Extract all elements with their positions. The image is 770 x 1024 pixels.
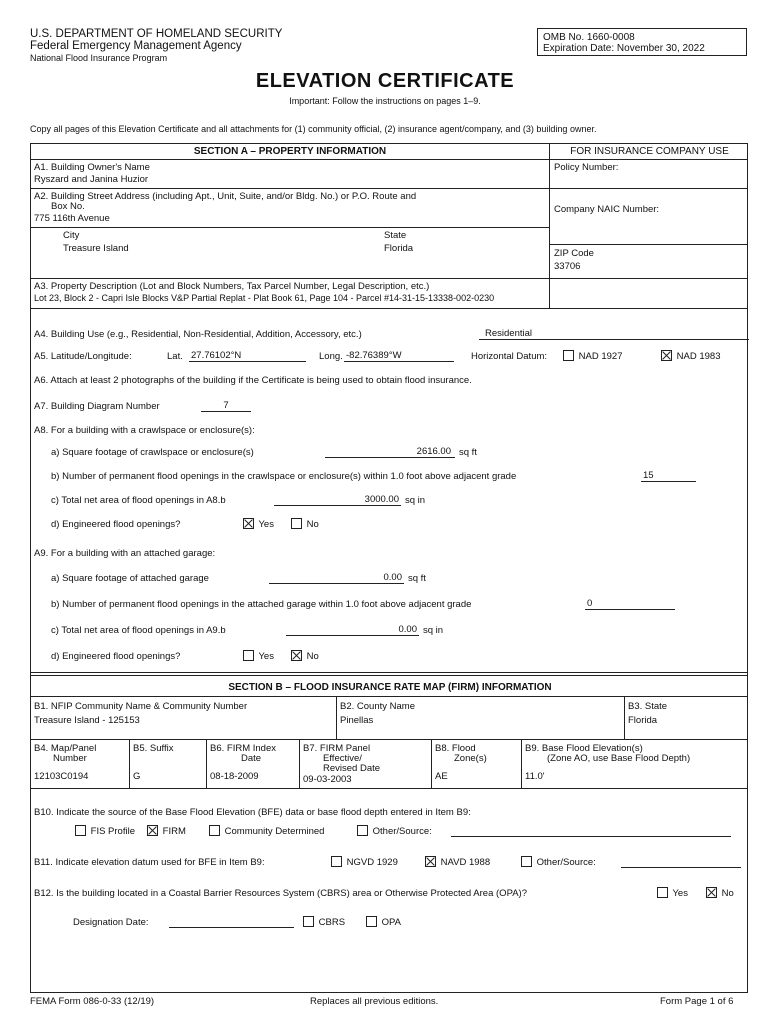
b11-other-label: Other/Source: bbox=[536, 857, 596, 868]
ngvd-checkbox[interactable] bbox=[331, 856, 342, 867]
b11-other-option[interactable] bbox=[519, 856, 596, 868]
b11-other-source-field[interactable] bbox=[621, 856, 741, 868]
a8d-yes-label: Yes bbox=[258, 519, 274, 530]
a8d-label: d) Engineered flood openings? bbox=[51, 519, 181, 530]
section-b-heading: SECTION B – FLOOD INSURANCE RATE MAP (FIRM) INFORMATION bbox=[228, 682, 552, 693]
important-note: Important: Follow the instructions on pages 1–9. bbox=[289, 96, 481, 106]
b1-label: B1. NFIP Community Name & Community Number bbox=[34, 701, 248, 712]
firm-checkbox[interactable] bbox=[147, 825, 158, 836]
city-label: City bbox=[63, 230, 80, 241]
a8a-value[interactable]: 2616.00 bbox=[325, 446, 455, 458]
a9d-no-option[interactable] bbox=[289, 650, 319, 662]
a3-label: A3. Property Description (Lot and Block Numbers, Tax Parcel Number, Legal Description, etc.) bbox=[34, 281, 430, 292]
b9-label-cont: (Zone AO, use Base Flood Depth) bbox=[547, 753, 691, 764]
community-option[interactable] bbox=[207, 825, 324, 837]
a9b-label: b) Number of permanent flood openings in the attached garage within 1.0 foot above adjacent grade bbox=[51, 599, 472, 610]
a8c-unit: sq in bbox=[405, 495, 426, 506]
fis-option[interactable] bbox=[73, 825, 135, 837]
a8-label: A8. For a building with a crawlspace or enclosure(s): bbox=[34, 425, 255, 436]
nad1927-option[interactable] bbox=[561, 350, 622, 362]
b4-label-cont: Number bbox=[53, 753, 87, 764]
nad1983-option[interactable] bbox=[659, 350, 720, 362]
other-source-label: Other/Source: bbox=[372, 826, 432, 837]
form-title: ELEVATION CERTIFICATE bbox=[255, 70, 515, 92]
b2-county[interactable]: Pinellas bbox=[340, 715, 374, 726]
b6-label: B6. FIRM Index bbox=[210, 743, 276, 754]
a8d-yes-option[interactable] bbox=[241, 518, 274, 530]
a8d-no-label: No bbox=[306, 519, 319, 530]
b7-label-cont1: Effective/ bbox=[323, 753, 362, 764]
designation-date-label: Designation Date: bbox=[73, 917, 149, 928]
a9d-no-label: No bbox=[306, 651, 319, 662]
a8d-no-option[interactable] bbox=[289, 518, 319, 530]
b4-label: B4. Map/Panel bbox=[34, 743, 97, 754]
a8c-value[interactable]: 3000.00 bbox=[274, 494, 401, 506]
a9d-yes-label: Yes bbox=[258, 651, 274, 662]
a9b-value[interactable]: 0 bbox=[585, 598, 675, 610]
b7-panel-date[interactable]: 09-03-2003 bbox=[303, 774, 352, 785]
nad1983-label: NAD 1983 bbox=[676, 351, 721, 362]
form-frame bbox=[30, 143, 748, 993]
a9d-no-checkbox[interactable] bbox=[291, 650, 302, 661]
other-source-option[interactable] bbox=[355, 825, 432, 837]
a4-building-use[interactable]: Residential bbox=[479, 328, 749, 340]
a5-label: A5. Latitude/Longitude: bbox=[34, 351, 132, 362]
a9c-unit: sq in bbox=[423, 625, 444, 636]
b9-label: B9. Base Flood Elevation(s) bbox=[525, 743, 643, 754]
b4-map-panel[interactable]: 12103C0194 bbox=[34, 771, 89, 782]
other-source-checkbox[interactable] bbox=[357, 825, 368, 836]
navd-checkbox[interactable] bbox=[425, 856, 436, 867]
a9d-yes-checkbox[interactable] bbox=[243, 650, 254, 661]
community-checkbox[interactable] bbox=[209, 825, 220, 836]
state-label: State bbox=[384, 230, 407, 241]
a9a-label: a) Square footage of attached garage bbox=[51, 573, 209, 584]
b8-label-cont: Zone(s) bbox=[454, 753, 487, 764]
b8-label: B8. Flood bbox=[435, 743, 476, 754]
a2-label: A2. Building Street Address (including Apt., Unit, Suite, and/or Bldg. No.) or P.O. Route and bbox=[34, 191, 417, 202]
b11-other-checkbox[interactable] bbox=[521, 856, 532, 867]
b12-yes-label: Yes bbox=[672, 888, 688, 899]
b10-other-source-field[interactable] bbox=[451, 825, 731, 837]
agency-block bbox=[30, 28, 282, 64]
b12-yes-option[interactable] bbox=[655, 887, 688, 899]
fis-label: FIS Profile bbox=[90, 826, 135, 837]
agency-line-2: Federal Emergency Management Agency bbox=[30, 40, 242, 52]
zip-value[interactable]: 33706 bbox=[554, 261, 581, 272]
b8-flood-zone[interactable]: AE bbox=[435, 771, 448, 782]
section-a-heading: SECTION A – PROPERTY INFORMATION bbox=[193, 146, 387, 157]
agency-line-1: U.S. DEPARTMENT OF HOMELAND SECURITY bbox=[30, 28, 283, 40]
b7-label: B7. FIRM Panel bbox=[303, 743, 371, 754]
b10-label: B10. Indicate the source of the Base Flood Elevation (BFE) data or base flood depth entered in Item B9: bbox=[34, 807, 471, 818]
firm-label: FIRM bbox=[162, 826, 186, 837]
b7-label-cont2: Revised Date bbox=[323, 763, 381, 774]
a6-label: A6. Attach at least 2 photographs of the building if the Certificate is being used to obtain flood insurance. bbox=[34, 375, 472, 386]
nad1983-checkbox[interactable] bbox=[661, 350, 672, 361]
a2-label-cont: Box No. bbox=[51, 201, 85, 212]
cbrs-checkbox[interactable] bbox=[303, 916, 314, 927]
omb-box bbox=[537, 28, 747, 56]
ngvd-option[interactable] bbox=[329, 856, 398, 868]
zip-label: ZIP Code bbox=[554, 248, 594, 259]
b1-community[interactable]: Treasure Island - 125153 bbox=[34, 715, 140, 726]
a8d-no-checkbox[interactable] bbox=[291, 518, 302, 529]
city-value[interactable]: Treasure Island bbox=[63, 243, 129, 254]
a2-street-address[interactable]: 775 116th Avenue bbox=[34, 213, 110, 224]
designation-date-field[interactable] bbox=[169, 916, 294, 928]
b6-firm-index-date[interactable]: 08-18-2009 bbox=[210, 771, 259, 782]
nad1927-checkbox[interactable] bbox=[563, 350, 574, 361]
opa-checkbox[interactable] bbox=[366, 916, 377, 927]
b12-yes-checkbox[interactable] bbox=[657, 887, 668, 898]
a8b-value[interactable]: 15 bbox=[641, 470, 696, 482]
a7-diagram-number[interactable]: 7 bbox=[201, 400, 251, 412]
state-value[interactable]: Florida bbox=[384, 243, 414, 254]
a9d-label: d) Engineered flood openings? bbox=[51, 651, 181, 662]
b5-suffix[interactable]: G bbox=[133, 771, 141, 782]
a9a-unit: sq ft bbox=[408, 573, 426, 584]
opa-option[interactable] bbox=[364, 916, 401, 928]
b5-label: B5. Suffix bbox=[133, 743, 174, 754]
a7-label: A7. Building Diagram Number bbox=[34, 401, 160, 412]
a9c-value[interactable]: 0.00 bbox=[286, 624, 419, 636]
a1-label: A1. Building Owner's Name bbox=[34, 162, 150, 173]
a9a-value[interactable]: 0.00 bbox=[269, 572, 404, 584]
a3-property-description[interactable]: Lot 23, Block 2 - Capri Isle Blocks V&P Partial Replat - Plat Book 61, Page 104 - Parcel #14-31-15-13338-002-0230 bbox=[34, 293, 495, 303]
b12-no-option[interactable] bbox=[704, 887, 734, 899]
b3-label: B3. State bbox=[628, 701, 668, 712]
policy-number-label: Policy Number: bbox=[554, 162, 619, 173]
insurance-use-heading: FOR INSURANCE COMPANY USE bbox=[570, 146, 729, 157]
b3-state[interactable]: Florida bbox=[628, 715, 658, 726]
a1-owner-name[interactable]: Ryszard and Janina Huzior bbox=[34, 174, 149, 185]
navd-label: NAVD 1988 bbox=[440, 857, 491, 868]
a8d-yes-checkbox[interactable] bbox=[243, 518, 254, 529]
ngvd-label: NGVD 1929 bbox=[346, 857, 398, 868]
cbrs-label: CBRS bbox=[318, 917, 346, 928]
naic-number-label: Company NAIC Number: bbox=[554, 204, 660, 215]
a9-label: A9. For a building with an attached garage: bbox=[34, 548, 216, 559]
a9c-label: c) Total net area of flood openings in A9.b bbox=[51, 625, 226, 636]
firm-option[interactable] bbox=[145, 825, 186, 837]
longitude-value[interactable]: -82.76389°W bbox=[344, 350, 454, 362]
navd-option[interactable] bbox=[423, 856, 490, 868]
b12-no-checkbox[interactable] bbox=[706, 887, 717, 898]
a9d-yes-option[interactable] bbox=[241, 650, 274, 662]
latitude-value[interactable]: 27.76102°N bbox=[189, 350, 306, 362]
omb-number: OMB No. 1660-0008 bbox=[543, 32, 635, 43]
b12-label: B12. Is the building located in a Coastal Barrier Resources System (CBRS) area or Otherwise Protected Area (OPA)? bbox=[34, 888, 527, 899]
copy-instructions: Copy all pages of this Elevation Certificate and all attachments for (1) community official, (2) insurance agent/company, and (3) building owner. bbox=[30, 124, 597, 134]
community-label: Community Determined bbox=[224, 826, 325, 837]
b2-label: B2. County Name bbox=[340, 701, 415, 712]
b11-label: B11. Indicate elevation datum used for BFE in Item B9: bbox=[34, 857, 265, 868]
agency-line-3: National Flood Insurance Program bbox=[30, 53, 168, 63]
fis-checkbox[interactable] bbox=[75, 825, 86, 836]
nad1927-label: NAD 1927 bbox=[578, 351, 623, 362]
a4-label: A4. Building Use (e.g., Residential, Non-Residential, Addition, Accessory, etc.) bbox=[34, 329, 362, 340]
a8a-unit: sq ft bbox=[459, 447, 477, 458]
lat-label: Lat. bbox=[167, 351, 183, 362]
b9-bfe[interactable]: 11.0' bbox=[525, 771, 545, 782]
form-id: FEMA Form 086-0-33 (12/19) bbox=[30, 996, 155, 1007]
opa-label: OPA bbox=[381, 917, 401, 928]
a8a-label: a) Square footage of crawlspace or enclosure(s) bbox=[51, 447, 254, 458]
cbrs-option[interactable] bbox=[301, 916, 345, 928]
b12-no-label: No bbox=[721, 888, 734, 899]
long-label: Long. bbox=[319, 351, 343, 362]
a8b-label: b) Number of permanent flood openings in the crawlspace or enclosure(s) within 1.0 foot above adjacent grade bbox=[51, 471, 517, 482]
a8c-label: c) Total net area of flood openings in A8.b bbox=[51, 495, 226, 506]
replaces-note: Replaces all previous editions. bbox=[310, 996, 439, 1007]
b6-label-cont: Date bbox=[241, 753, 262, 764]
horizontal-datum-label: Horizontal Datum: bbox=[471, 351, 548, 362]
page-number: Form Page 1 of 6 bbox=[660, 996, 734, 1007]
expiration-date: Expiration Date: November 30, 2022 bbox=[543, 43, 705, 54]
